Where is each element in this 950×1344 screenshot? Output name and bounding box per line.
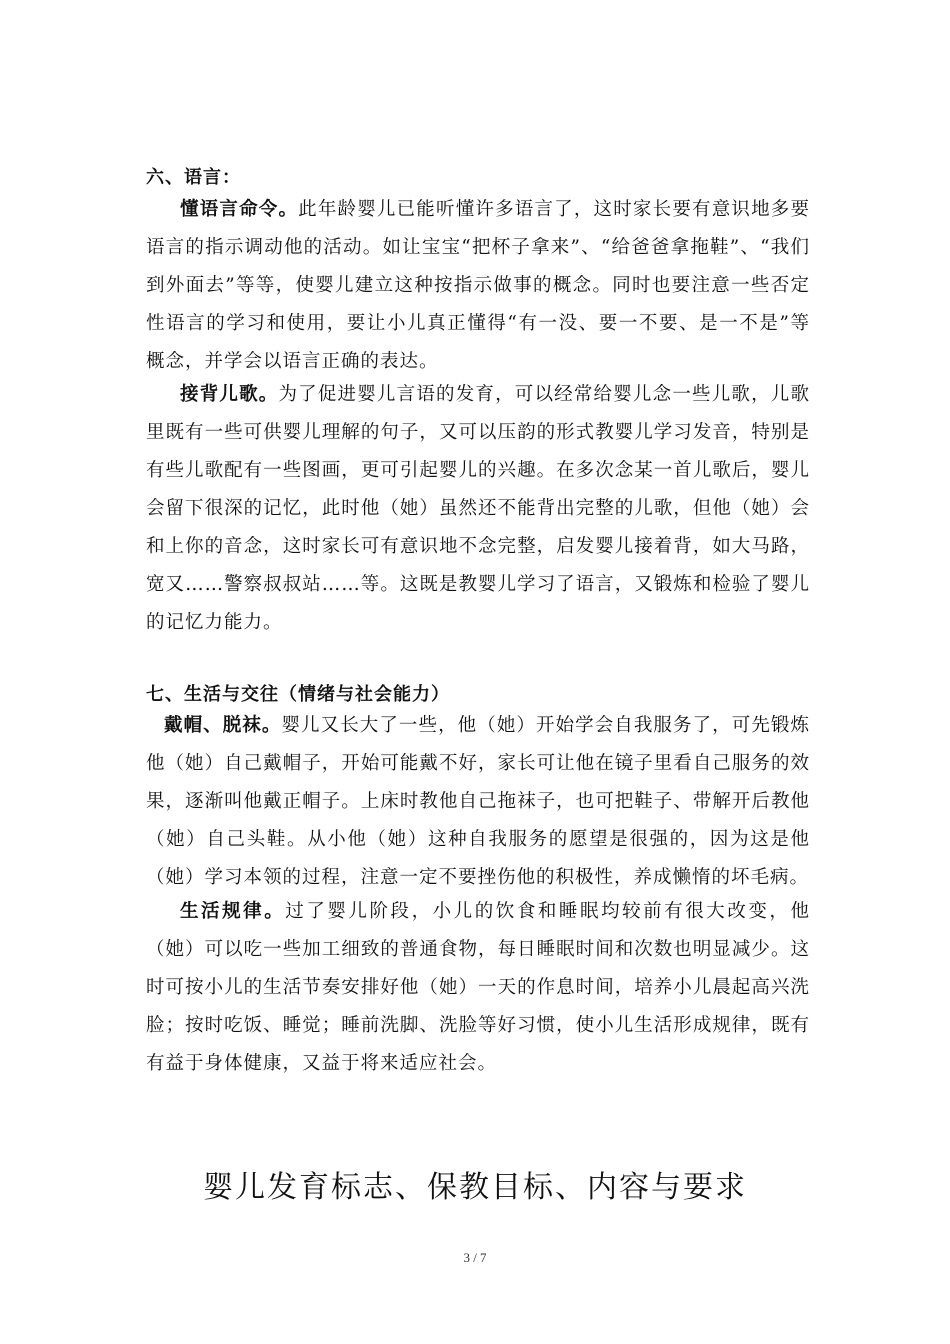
page-title: 婴儿发育标志、保教目标、内容与要求: [203, 1170, 747, 1205]
paragraph-text: 过了婴儿阶段，小儿的饮食和睡眠均较前有很大改变，他（她）可以吃一些加工细致的普通食物，每日睡眠时间和次数也明显减少。这时可按小儿的生活节奏安排好他（她）一天的作息时间，培养小儿晨起高兴洗脸；按时吃饭、睡觉；睡前洗脚、洗脸等好习惯，使小儿生活形成规律，既有有益于身体健康，又益于将来适应社会。: [146, 901, 810, 1074]
section-heading-language: 六、语言：: [146, 167, 241, 188]
paragraph-text: 此年龄婴儿已能听懂许多语言了，这时家长要有意识地多要语言的指示调动他的活动。如让宝宝“把杯子拿来”、“给爸爸拿拖鞋”、“我们到外面去”等等，使婴儿建立这种按指示做事的概念。同时也要注意一些否定性语言的学习和使用，要让小儿真正懂得“有一没、要一不要、是一不是”等概念，并学会以语言正确的表达。: [146, 199, 810, 372]
paragraph-hat-socks: [146, 707, 810, 897]
page-number: 3 / 7: [463, 1250, 487, 1265]
paragraph-text: 为了促进婴儿言语的发育，可以经常给婴儿念一些儿歌，儿歌里既有一些可供婴儿理解的句子，又可以压韵的形式教婴儿学习发音，特别是有些儿歌配有一些图画，更可引起婴儿的兴趣。在多次念某一首儿歌后，婴儿会留下很深的记忆，此时他（她）虽然还不能背出完整的儿歌，但他（她）会和上你的音念，这时家长可有意识地不念完整，启发婴儿接着背，如大马路，宽又……警察叔叔站……等。这既是教婴儿学习了语言，又锻炼和检验了婴儿的记忆力能力。: [146, 384, 810, 633]
paragraph-language-commands: [146, 191, 810, 381]
section-heading-social: 七、生活与交往（情绪与社会能力）: [146, 684, 450, 705]
paragraph-lead: 懂语言命令。: [180, 199, 299, 220]
paragraph-lead: 生活规律。: [180, 901, 286, 922]
paragraph-text: 婴儿又长大了一些，他（她）开始学会自我服务了，可先锻炼他（她）自己戴帽子，开始可能戴不好，家长可让他在镜子里看自己服务的效果，逐渐叫他戴正帽子。上床时教他自己拖袜子，也可把鞋子、带解开后教他（她）自己头鞋。从小他（她）这种自我服务的愿望是很强的，因为这是他（她）学习本领的过程，注意一定不要挫伤他的积极性，养成懒惰的坏毛病。: [146, 715, 810, 888]
paragraph-lead: 戴帽、脱袜。: [164, 715, 282, 736]
paragraph-routine: [146, 893, 810, 1083]
paragraph-nursery-rhymes: [146, 376, 810, 642]
paragraph-lead: 接背儿歌。: [180, 384, 279, 405]
